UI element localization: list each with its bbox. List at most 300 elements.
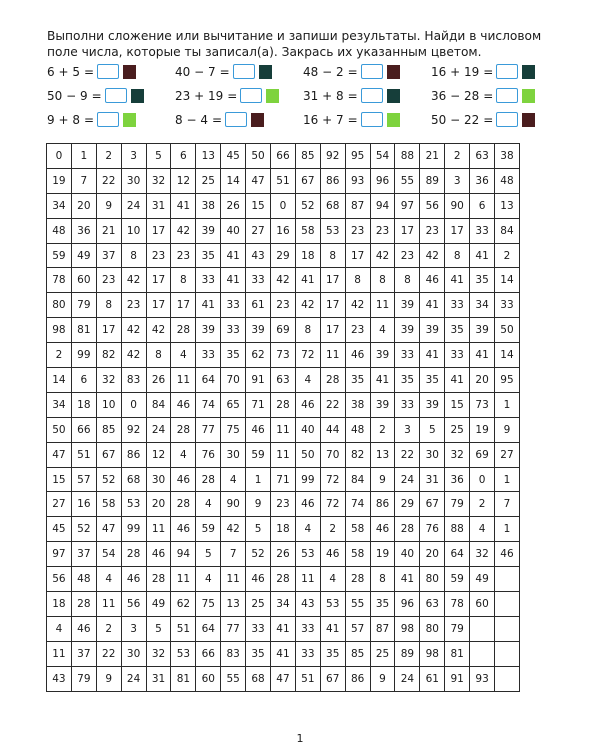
grid-cell[interactable]: 0 xyxy=(47,144,72,169)
grid-cell[interactable]: 4 xyxy=(295,368,320,393)
grid-cell[interactable]: 45 xyxy=(47,517,72,542)
grid-cell[interactable]: 42 xyxy=(420,243,445,268)
grid-cell[interactable]: 0 xyxy=(121,392,146,417)
grid-cell[interactable]: 58 xyxy=(345,517,370,542)
grid-cell[interactable]: 22 xyxy=(96,641,121,666)
grid-cell[interactable]: 20 xyxy=(470,368,495,393)
grid-cell[interactable]: 84 xyxy=(146,392,171,417)
grid-cell[interactable]: 31 xyxy=(146,193,171,218)
grid-cell[interactable]: 93 xyxy=(345,168,370,193)
grid-cell[interactable]: 2 xyxy=(470,492,495,517)
grid-cell[interactable]: 51 xyxy=(295,666,320,691)
grid-cell[interactable]: 39 xyxy=(196,318,221,343)
grid-cell[interactable]: 6 xyxy=(470,193,495,218)
grid-cell[interactable]: 15 xyxy=(246,193,271,218)
grid-cell[interactable]: 42 xyxy=(146,318,171,343)
grid-cell[interactable]: 1 xyxy=(246,467,271,492)
grid-cell[interactable]: 32 xyxy=(146,168,171,193)
grid-cell[interactable]: 33 xyxy=(246,616,271,641)
grid-cell[interactable]: 41 xyxy=(470,343,495,368)
grid-cell[interactable]: 23 xyxy=(395,243,420,268)
grid-cell[interactable]: 46 xyxy=(71,616,96,641)
grid-cell[interactable]: 66 xyxy=(196,641,221,666)
grid-cell[interactable]: 10 xyxy=(121,218,146,243)
grid-cell[interactable]: 6 xyxy=(71,368,96,393)
grid-cell[interactable]: 37 xyxy=(96,243,121,268)
grid-cell[interactable]: 15 xyxy=(47,467,72,492)
grid-cell[interactable]: 42 xyxy=(121,268,146,293)
grid-cell[interactable]: 43 xyxy=(295,592,320,617)
grid-cell[interactable]: 82 xyxy=(96,343,121,368)
grid-cell[interactable]: 23 xyxy=(345,318,370,343)
grid-cell[interactable]: 27 xyxy=(246,218,271,243)
grid-cell[interactable]: 72 xyxy=(320,467,345,492)
grid-cell[interactable]: 35 xyxy=(420,368,445,393)
grid-cell[interactable]: 28 xyxy=(146,567,171,592)
grid-cell[interactable]: 88 xyxy=(445,517,470,542)
grid-cell[interactable]: 83 xyxy=(221,641,246,666)
grid-cell[interactable]: 41 xyxy=(271,641,296,666)
grid-cell[interactable]: 0 xyxy=(470,467,495,492)
grid-cell[interactable]: 9 xyxy=(96,666,121,691)
grid-cell[interactable]: 30 xyxy=(146,467,171,492)
grid-cell[interactable]: 85 xyxy=(345,641,370,666)
grid-cell[interactable]: 35 xyxy=(395,368,420,393)
grid-cell[interactable]: 18 xyxy=(295,243,320,268)
grid-cell[interactable]: 50 xyxy=(47,417,72,442)
grid-cell[interactable]: 23 xyxy=(271,492,296,517)
grid-cell[interactable]: 56 xyxy=(47,567,72,592)
grid-cell[interactable]: 9 xyxy=(96,193,121,218)
grid-cell[interactable]: 3 xyxy=(121,616,146,641)
grid-cell[interactable]: 28 xyxy=(171,492,196,517)
grid-cell[interactable]: 47 xyxy=(47,442,72,467)
grid-cell[interactable]: 23 xyxy=(171,243,196,268)
grid-cell[interactable]: 25 xyxy=(445,417,470,442)
grid-cell[interactable]: 8 xyxy=(121,243,146,268)
grid-cell[interactable]: 99 xyxy=(71,343,96,368)
grid-cell[interactable]: 30 xyxy=(121,641,146,666)
grid-cell[interactable]: 70 xyxy=(320,442,345,467)
grid-cell[interactable]: 67 xyxy=(96,442,121,467)
grid-cell[interactable]: 12 xyxy=(171,168,196,193)
grid-cell[interactable]: 9 xyxy=(246,492,271,517)
grid-cell[interactable]: 8 xyxy=(345,268,370,293)
grid-cell[interactable]: 60 xyxy=(196,666,221,691)
grid-cell[interactable]: 48 xyxy=(495,168,520,193)
grid-cell[interactable]: 83 xyxy=(121,368,146,393)
grid-cell[interactable]: 55 xyxy=(221,666,246,691)
answer-box[interactable] xyxy=(361,112,383,127)
grid-cell[interactable]: 77 xyxy=(196,417,221,442)
grid-cell[interactable]: 42 xyxy=(221,517,246,542)
grid-cell[interactable]: 78 xyxy=(47,268,72,293)
grid-cell[interactable]: 73 xyxy=(470,392,495,417)
grid-cell[interactable]: 28 xyxy=(345,567,370,592)
grid-cell[interactable]: 42 xyxy=(171,218,196,243)
grid-cell[interactable]: 7 xyxy=(495,492,520,517)
grid-cell[interactable]: 11 xyxy=(370,293,395,318)
grid-cell[interactable]: 59 xyxy=(196,517,221,542)
grid-cell[interactable]: 59 xyxy=(445,567,470,592)
grid-cell[interactable]: 71 xyxy=(246,392,271,417)
grid-cell[interactable] xyxy=(495,616,520,641)
grid-cell[interactable]: 28 xyxy=(271,392,296,417)
grid-cell[interactable]: 18 xyxy=(71,392,96,417)
grid-cell[interactable]: 33 xyxy=(395,392,420,417)
grid-cell[interactable]: 49 xyxy=(146,592,171,617)
grid-cell[interactable]: 17 xyxy=(320,268,345,293)
answer-box[interactable] xyxy=(361,64,383,79)
grid-cell[interactable]: 60 xyxy=(71,268,96,293)
grid-cell[interactable]: 46 xyxy=(121,567,146,592)
grid-cell[interactable]: 41 xyxy=(445,268,470,293)
grid-cell[interactable]: 84 xyxy=(345,467,370,492)
grid-cell[interactable]: 39 xyxy=(370,343,395,368)
answer-box[interactable] xyxy=(361,88,383,103)
grid-cell[interactable]: 4 xyxy=(171,442,196,467)
grid-cell[interactable]: 42 xyxy=(121,343,146,368)
grid-cell[interactable]: 46 xyxy=(171,467,196,492)
grid-cell[interactable]: 46 xyxy=(495,542,520,567)
grid-cell[interactable] xyxy=(470,616,495,641)
grid-cell[interactable]: 4 xyxy=(320,567,345,592)
grid-cell[interactable]: 33 xyxy=(295,641,320,666)
grid-cell[interactable]: 88 xyxy=(395,144,420,169)
grid-cell[interactable]: 22 xyxy=(320,392,345,417)
grid-cell[interactable]: 21 xyxy=(96,218,121,243)
grid-cell[interactable]: 48 xyxy=(71,567,96,592)
grid-cell[interactable]: 72 xyxy=(295,343,320,368)
grid-cell[interactable]: 24 xyxy=(395,467,420,492)
grid-cell[interactable]: 13 xyxy=(196,144,221,169)
grid-cell[interactable]: 8 xyxy=(96,293,121,318)
grid-cell[interactable]: 23 xyxy=(370,218,395,243)
grid-cell[interactable]: 52 xyxy=(96,467,121,492)
grid-cell[interactable]: 41 xyxy=(320,616,345,641)
grid-cell[interactable]: 92 xyxy=(121,417,146,442)
grid-cell[interactable]: 28 xyxy=(121,542,146,567)
grid-cell[interactable]: 25 xyxy=(370,641,395,666)
grid-cell[interactable]: 53 xyxy=(121,492,146,517)
grid-cell[interactable]: 61 xyxy=(420,666,445,691)
grid-cell[interactable]: 41 xyxy=(221,243,246,268)
grid-cell[interactable]: 15 xyxy=(445,392,470,417)
answer-box[interactable] xyxy=(496,88,518,103)
grid-cell[interactable]: 96 xyxy=(395,592,420,617)
grid-cell[interactable]: 46 xyxy=(345,343,370,368)
grid-cell[interactable]: 46 xyxy=(320,542,345,567)
grid-cell[interactable]: 22 xyxy=(395,442,420,467)
grid-cell[interactable]: 98 xyxy=(395,616,420,641)
grid-cell[interactable]: 62 xyxy=(171,592,196,617)
grid-cell[interactable]: 2 xyxy=(96,144,121,169)
grid-cell[interactable]: 31 xyxy=(420,467,445,492)
grid-cell[interactable]: 45 xyxy=(221,144,246,169)
grid-cell[interactable]: 41 xyxy=(420,293,445,318)
grid-cell[interactable]: 26 xyxy=(271,542,296,567)
grid-cell[interactable]: 5 xyxy=(146,144,171,169)
grid-cell[interactable]: 85 xyxy=(96,417,121,442)
grid-cell[interactable]: 39 xyxy=(395,293,420,318)
grid-cell[interactable]: 4 xyxy=(370,318,395,343)
grid-cell[interactable]: 56 xyxy=(420,193,445,218)
grid-cell[interactable]: 4 xyxy=(221,467,246,492)
grid-cell[interactable]: 33 xyxy=(221,318,246,343)
grid-cell[interactable]: 32 xyxy=(96,368,121,393)
grid-cell[interactable]: 91 xyxy=(445,666,470,691)
grid-cell[interactable]: 2 xyxy=(47,343,72,368)
grid-cell[interactable]: 28 xyxy=(271,567,296,592)
grid-cell[interactable]: 23 xyxy=(345,218,370,243)
grid-cell[interactable]: 41 xyxy=(221,268,246,293)
grid-cell[interactable]: 19 xyxy=(47,168,72,193)
grid-cell[interactable]: 72 xyxy=(320,492,345,517)
grid-cell[interactable]: 56 xyxy=(121,592,146,617)
grid-cell[interactable]: 79 xyxy=(71,293,96,318)
grid-cell[interactable]: 17 xyxy=(345,243,370,268)
grid-cell[interactable]: 61 xyxy=(246,293,271,318)
grid-cell[interactable]: 69 xyxy=(470,442,495,467)
grid-cell[interactable]: 35 xyxy=(246,641,271,666)
grid-cell[interactable]: 4 xyxy=(47,616,72,641)
grid-cell[interactable]: 5 xyxy=(196,542,221,567)
grid-cell[interactable]: 13 xyxy=(221,592,246,617)
grid-cell[interactable]: 14 xyxy=(495,343,520,368)
grid-cell[interactable]: 2 xyxy=(320,517,345,542)
grid-cell[interactable]: 46 xyxy=(171,392,196,417)
grid-cell[interactable]: 69 xyxy=(271,318,296,343)
grid-cell[interactable]: 51 xyxy=(71,442,96,467)
grid-cell[interactable]: 34 xyxy=(271,592,296,617)
grid-cell[interactable]: 46 xyxy=(146,542,171,567)
grid-cell[interactable]: 7 xyxy=(221,542,246,567)
grid-cell[interactable]: 82 xyxy=(345,442,370,467)
grid-cell[interactable]: 11 xyxy=(171,368,196,393)
grid-cell[interactable]: 99 xyxy=(121,517,146,542)
grid-cell[interactable]: 50 xyxy=(246,144,271,169)
grid-cell[interactable]: 4 xyxy=(196,567,221,592)
grid-cell[interactable]: 24 xyxy=(395,666,420,691)
grid-cell[interactable]: 5 xyxy=(420,417,445,442)
grid-cell[interactable]: 34 xyxy=(470,293,495,318)
grid-cell[interactable]: 81 xyxy=(171,666,196,691)
grid-cell[interactable]: 9 xyxy=(495,417,520,442)
grid-cell[interactable]: 75 xyxy=(196,592,221,617)
grid-cell[interactable]: 46 xyxy=(420,268,445,293)
grid-cell[interactable]: 55 xyxy=(345,592,370,617)
grid-cell[interactable]: 36 xyxy=(445,467,470,492)
grid-cell[interactable]: 4 xyxy=(171,343,196,368)
grid-cell[interactable]: 42 xyxy=(370,243,395,268)
grid-cell[interactable]: 7 xyxy=(71,168,96,193)
grid-cell[interactable]: 87 xyxy=(345,193,370,218)
grid-cell[interactable]: 91 xyxy=(246,368,271,393)
grid-cell[interactable]: 86 xyxy=(121,442,146,467)
grid-cell[interactable]: 5 xyxy=(246,517,271,542)
grid-cell[interactable]: 98 xyxy=(420,641,445,666)
grid-cell[interactable]: 13 xyxy=(370,442,395,467)
grid-cell[interactable]: 33 xyxy=(196,268,221,293)
grid-cell[interactable]: 2 xyxy=(445,144,470,169)
answer-box[interactable] xyxy=(240,88,262,103)
grid-cell[interactable]: 29 xyxy=(271,243,296,268)
grid-cell[interactable]: 34 xyxy=(47,193,72,218)
grid-cell[interactable]: 39 xyxy=(370,392,395,417)
grid-cell[interactable]: 2 xyxy=(495,243,520,268)
grid-cell[interactable]: 10 xyxy=(96,392,121,417)
grid-cell[interactable]: 38 xyxy=(495,144,520,169)
grid-cell[interactable]: 97 xyxy=(395,193,420,218)
grid-cell[interactable]: 20 xyxy=(71,193,96,218)
grid-cell[interactable]: 27 xyxy=(495,442,520,467)
grid-cell[interactable]: 41 xyxy=(196,293,221,318)
grid-cell[interactable]: 68 xyxy=(121,467,146,492)
grid-cell[interactable]: 1 xyxy=(495,517,520,542)
grid-cell[interactable]: 79 xyxy=(445,492,470,517)
grid-cell[interactable]: 17 xyxy=(146,218,171,243)
grid-cell[interactable]: 28 xyxy=(171,318,196,343)
grid-cell[interactable]: 54 xyxy=(96,542,121,567)
grid-cell[interactable]: 22 xyxy=(96,168,121,193)
grid-cell[interactable]: 52 xyxy=(246,542,271,567)
grid-cell[interactable]: 43 xyxy=(246,243,271,268)
grid-cell[interactable]: 25 xyxy=(196,168,221,193)
answer-box[interactable] xyxy=(97,112,119,127)
grid-cell[interactable]: 43 xyxy=(47,666,72,691)
grid-cell[interactable]: 70 xyxy=(221,368,246,393)
grid-cell[interactable]: 94 xyxy=(171,542,196,567)
grid-cell[interactable]: 17 xyxy=(395,218,420,243)
answer-box[interactable] xyxy=(496,64,518,79)
grid-cell[interactable]: 11 xyxy=(47,641,72,666)
grid-cell[interactable]: 13 xyxy=(495,193,520,218)
grid-cell[interactable]: 58 xyxy=(345,542,370,567)
grid-cell[interactable]: 33 xyxy=(470,218,495,243)
grid-cell[interactable]: 1 xyxy=(71,144,96,169)
grid-cell[interactable]: 87 xyxy=(370,616,395,641)
grid-cell[interactable]: 86 xyxy=(345,666,370,691)
grid-cell[interactable]: 39 xyxy=(420,392,445,417)
grid-cell[interactable]: 59 xyxy=(246,442,271,467)
grid-cell[interactable]: 3 xyxy=(121,144,146,169)
grid-cell[interactable]: 28 xyxy=(320,368,345,393)
grid-cell[interactable]: 41 xyxy=(295,268,320,293)
grid-cell[interactable]: 41 xyxy=(395,567,420,592)
grid-cell[interactable]: 33 xyxy=(196,343,221,368)
grid-cell[interactable]: 17 xyxy=(146,268,171,293)
grid-cell[interactable]: 77 xyxy=(221,616,246,641)
grid-cell[interactable]: 51 xyxy=(271,168,296,193)
grid-cell[interactable]: 17 xyxy=(445,218,470,243)
grid-cell[interactable]: 41 xyxy=(445,368,470,393)
grid-cell[interactable]: 96 xyxy=(370,168,395,193)
grid-cell[interactable]: 49 xyxy=(470,567,495,592)
grid-cell[interactable]: 32 xyxy=(146,641,171,666)
grid-cell[interactable]: 63 xyxy=(470,144,495,169)
grid-cell[interactable]: 79 xyxy=(445,616,470,641)
grid-cell[interactable]: 36 xyxy=(470,168,495,193)
grid-cell[interactable]: 2 xyxy=(96,616,121,641)
grid-cell[interactable]: 95 xyxy=(345,144,370,169)
grid-cell[interactable] xyxy=(495,666,520,691)
grid-cell[interactable]: 80 xyxy=(420,567,445,592)
grid-cell[interactable]: 50 xyxy=(295,442,320,467)
grid-cell[interactable]: 4 xyxy=(96,567,121,592)
grid-cell[interactable]: 42 xyxy=(271,268,296,293)
grid-cell[interactable]: 99 xyxy=(295,467,320,492)
grid-cell[interactable]: 39 xyxy=(470,318,495,343)
grid-cell[interactable]: 39 xyxy=(196,218,221,243)
grid-cell[interactable]: 68 xyxy=(246,666,271,691)
grid-cell[interactable]: 14 xyxy=(47,368,72,393)
grid-cell[interactable]: 55 xyxy=(395,168,420,193)
grid-cell[interactable]: 21 xyxy=(420,144,445,169)
grid-cell[interactable]: 35 xyxy=(470,268,495,293)
grid-cell[interactable]: 59 xyxy=(47,243,72,268)
grid-cell[interactable]: 4 xyxy=(470,517,495,542)
grid-cell[interactable]: 3 xyxy=(445,168,470,193)
grid-cell[interactable]: 53 xyxy=(320,592,345,617)
grid-cell[interactable]: 24 xyxy=(121,666,146,691)
grid-cell[interactable]: 17 xyxy=(171,293,196,318)
grid-cell[interactable]: 98 xyxy=(47,318,72,343)
grid-cell[interactable]: 17 xyxy=(320,293,345,318)
grid-cell[interactable]: 37 xyxy=(71,641,96,666)
grid-cell[interactable]: 48 xyxy=(345,417,370,442)
grid-cell[interactable]: 20 xyxy=(420,542,445,567)
grid-cell[interactable]: 89 xyxy=(420,168,445,193)
grid-cell[interactable]: 3 xyxy=(395,417,420,442)
grid-cell[interactable]: 41 xyxy=(420,343,445,368)
grid-cell[interactable]: 4 xyxy=(295,517,320,542)
grid-cell[interactable]: 53 xyxy=(171,641,196,666)
grid-cell[interactable]: 53 xyxy=(320,218,345,243)
grid-cell[interactable]: 5 xyxy=(146,616,171,641)
grid-cell[interactable]: 35 xyxy=(320,641,345,666)
grid-cell[interactable]: 37 xyxy=(71,542,96,567)
grid-cell[interactable]: 35 xyxy=(221,343,246,368)
grid-cell[interactable]: 8 xyxy=(445,243,470,268)
grid-cell[interactable]: 2 xyxy=(370,417,395,442)
grid-cell[interactable]: 50 xyxy=(495,318,520,343)
grid-cell[interactable] xyxy=(495,592,520,617)
grid-cell[interactable]: 28 xyxy=(171,417,196,442)
grid-cell[interactable]: 85 xyxy=(295,144,320,169)
grid-cell[interactable]: 92 xyxy=(320,144,345,169)
grid-cell[interactable]: 95 xyxy=(495,368,520,393)
grid-cell[interactable]: 1 xyxy=(495,467,520,492)
grid-cell[interactable]: 33 xyxy=(395,343,420,368)
grid-cell[interactable]: 65 xyxy=(221,392,246,417)
grid-cell[interactable]: 63 xyxy=(420,592,445,617)
grid-cell[interactable]: 54 xyxy=(370,144,395,169)
grid-cell[interactable]: 64 xyxy=(196,616,221,641)
grid-cell[interactable]: 81 xyxy=(445,641,470,666)
grid-cell[interactable]: 14 xyxy=(221,168,246,193)
grid-cell[interactable]: 60 xyxy=(470,592,495,617)
grid-cell[interactable]: 31 xyxy=(146,666,171,691)
grid-cell[interactable]: 74 xyxy=(196,392,221,417)
grid-cell[interactable]: 33 xyxy=(221,293,246,318)
grid-cell[interactable]: 26 xyxy=(146,368,171,393)
grid-cell[interactable]: 58 xyxy=(295,218,320,243)
grid-cell[interactable]: 81 xyxy=(71,318,96,343)
grid-cell[interactable]: 40 xyxy=(221,218,246,243)
grid-cell[interactable]: 17 xyxy=(320,318,345,343)
grid-cell[interactable]: 53 xyxy=(295,542,320,567)
grid-cell[interactable]: 33 xyxy=(295,616,320,641)
